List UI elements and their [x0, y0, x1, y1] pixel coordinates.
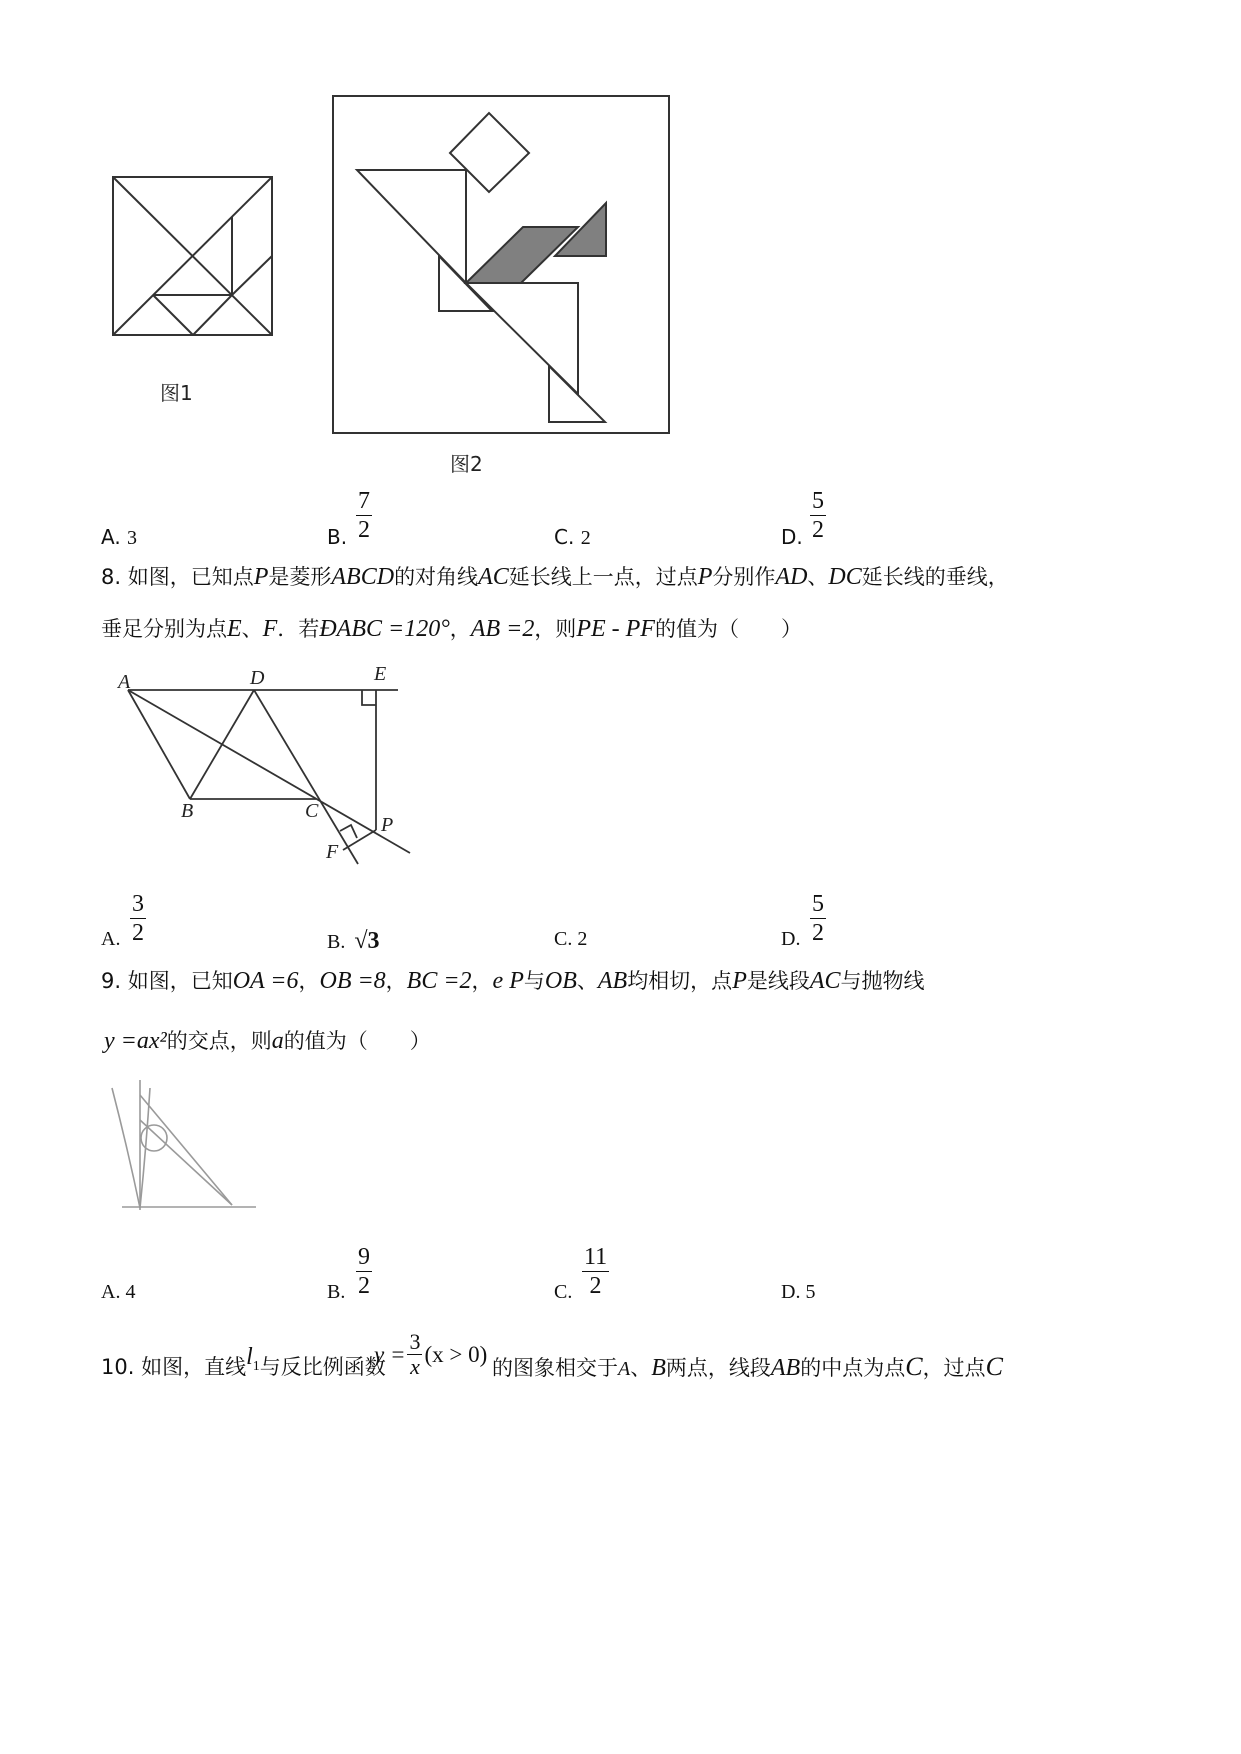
q10-function: y = $\frac{3}{x}$ (x > 0)	[374, 1329, 488, 1379]
q8-option-d-fraction: $\frac{5}{2}$	[812, 891, 824, 946]
q8-label-a: A	[118, 671, 131, 693]
q8-label-p: P	[381, 814, 394, 836]
q9-line-2: y =ax²的交点，则a的值为（ ）	[104, 1028, 431, 1054]
q8-label-e: E	[374, 663, 387, 685]
q7-option-b-fraction: $\frac{7}{2}$	[358, 488, 370, 543]
q8-label-d: D	[250, 667, 265, 689]
q9-option-c-fraction: $\frac{11}{2}$	[584, 1244, 608, 1299]
q8-option-a-fraction: $\frac{3}{2}$	[132, 891, 144, 946]
q8-option-d-label: D.	[781, 928, 801, 950]
q9-option-d: D. 5	[781, 1281, 816, 1303]
q8-label-f: F	[326, 841, 339, 863]
q9-option-c-label: C.	[554, 1281, 573, 1303]
q7-option-b-label: B.	[327, 525, 348, 549]
q8-label-b: B	[181, 800, 194, 822]
q9-option-b-fraction: $\frac{9}{2}$	[358, 1244, 370, 1299]
q9-option-b-label: B.	[327, 1281, 346, 1303]
q9-line-1: 9. 如图，已知OA =6，OB =8，BC =2，e P与OB、AB均相切，点P是线段AC与抛物线	[101, 968, 925, 994]
q8-option-b: B. √3	[327, 928, 380, 954]
q7-option-c: C. 2	[554, 525, 591, 549]
q8-option-c: C. 2	[554, 928, 588, 950]
q8-option-a-label: A.	[101, 928, 121, 950]
q9-option-a: A. 4	[101, 1281, 136, 1303]
q10-rest: 的图象相交于A、B两点，线段AB的中点为点C，过点C	[492, 1352, 1003, 1381]
q10-prefix: 10. 如图，直线l1与反比例函数	[101, 1344, 386, 1379]
q8-label-c: C	[305, 800, 319, 822]
q7-option-d-label: D.	[781, 525, 803, 549]
q7-option-d-fraction: $\frac{5}{2}$	[812, 488, 824, 543]
q8-line-2: 垂足分别为点E、F．若ÐABC =120°，AB =2，则PE - PF的值为（ ）	[101, 616, 802, 642]
q8-line-1: 8. 如图，已知点P是菱形ABCD的对角线AC延长线上一点，过点P分别作AD、DC延长线的垂线，	[101, 564, 1009, 590]
figure-2-caption: 图2	[450, 452, 483, 476]
q7-option-a: A. 3	[101, 525, 138, 549]
figure-1-caption: 图1	[160, 381, 193, 405]
